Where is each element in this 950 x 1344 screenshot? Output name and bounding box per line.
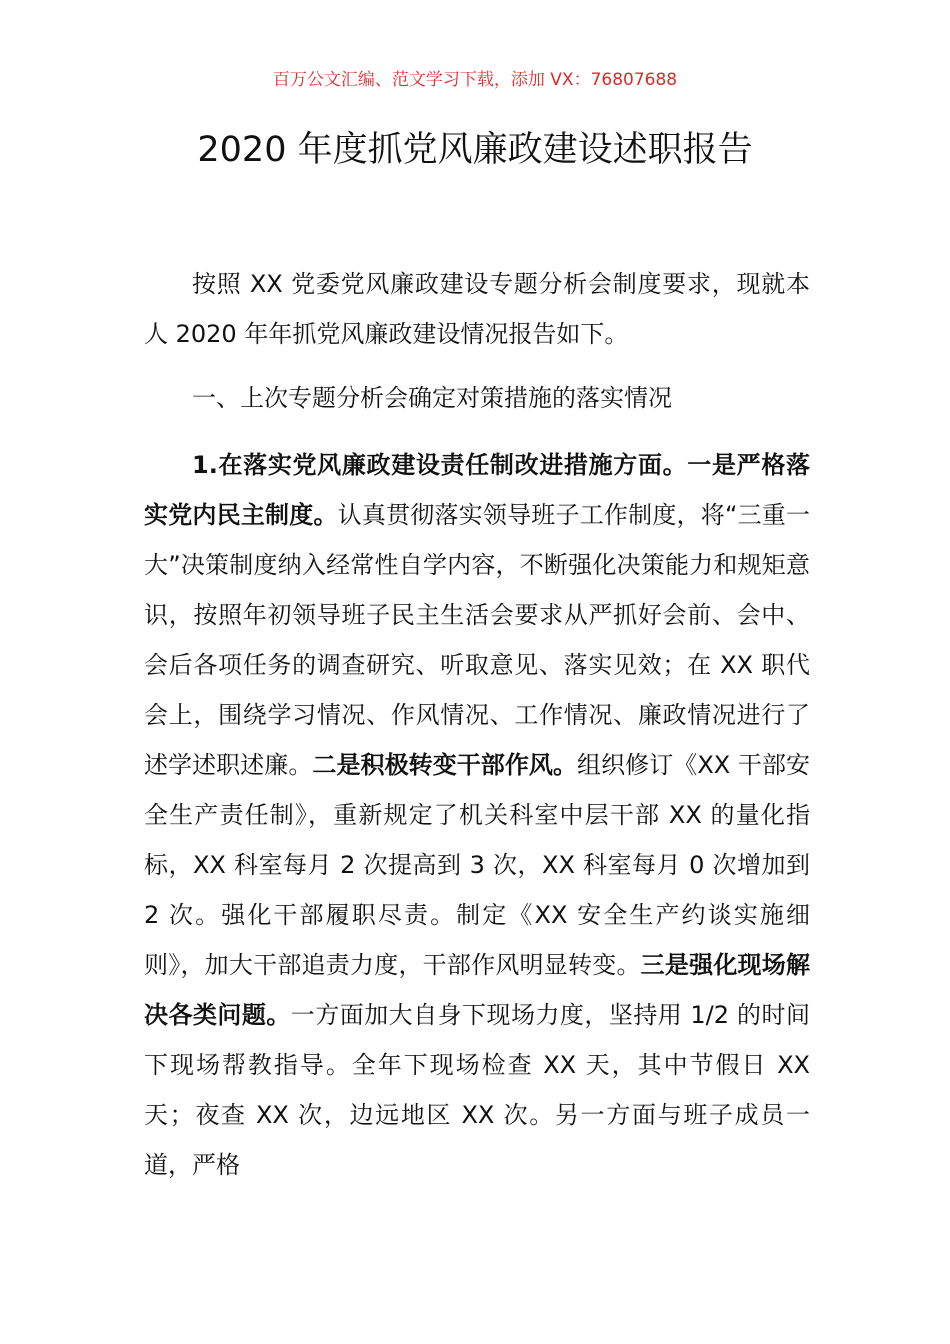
intro-paragraph: 按照 XX 党委党风廉政建设专题分析会制度要求，现就本人 2020 年年抓党风廉政建设情况报告如下。 [144, 270, 810, 348]
point3-text: 一方面加大自身下现场力度，坚持用 1/2 的时间下现场帮教指导。全年下现场检查 XX 天，其中节假日 XX 天；夜查 XX 次，边远地区 XX 次。另一方面与班子成员一道，严格 [144, 1001, 810, 1179]
item1-paragraph [144, 440, 810, 1190]
point2-title: 二是积极转变干部作风。 [312, 751, 578, 779]
document-title: 2020 年度抓党风廉政建设述职报告 [197, 130, 753, 170]
item1-heading: 1.在落实党风廉政建设责任制改进措施方面。 [192, 451, 688, 479]
point3-title: 三是强化现场解决各类问题。 [144, 951, 811, 1029]
header-banner: 百万公文汇编、范文学习下载，添加 VX：76807688 [272, 70, 678, 90]
point2-text: 组织修订《XX 干部安全生产责任制》，重新规定了机关科室中层干部 XX 的量化指标，XX 科室每月 2 次提高到 3 次，XX 科室每月 0 次增加到 2 次。强化干部履职尽责。制定《XX 安全生产约谈实施细则》，加大干部追责力度，干部作风明显转变。 [144, 751, 811, 979]
point1-text: 认真贯彻落实领导班子工作制度，将“三重一大”决策制度纳入经常性自学内容，不断强化决策能力和规矩意识，按照年初领导班子民主生活会要求从严抓好会前、会中、会后各项任务的调查研究、听取意见、落实见效；在 XX 职代会上，围绕学习情况、作风情况、工作情况、廉政情况进行了述学述职述廉。 [144, 501, 811, 779]
section-heading: 一、上次专题分析会确定对策措施的落实情况 [192, 384, 672, 412]
point1-title: 一是严格落实党内民主制度。 [144, 451, 810, 529]
